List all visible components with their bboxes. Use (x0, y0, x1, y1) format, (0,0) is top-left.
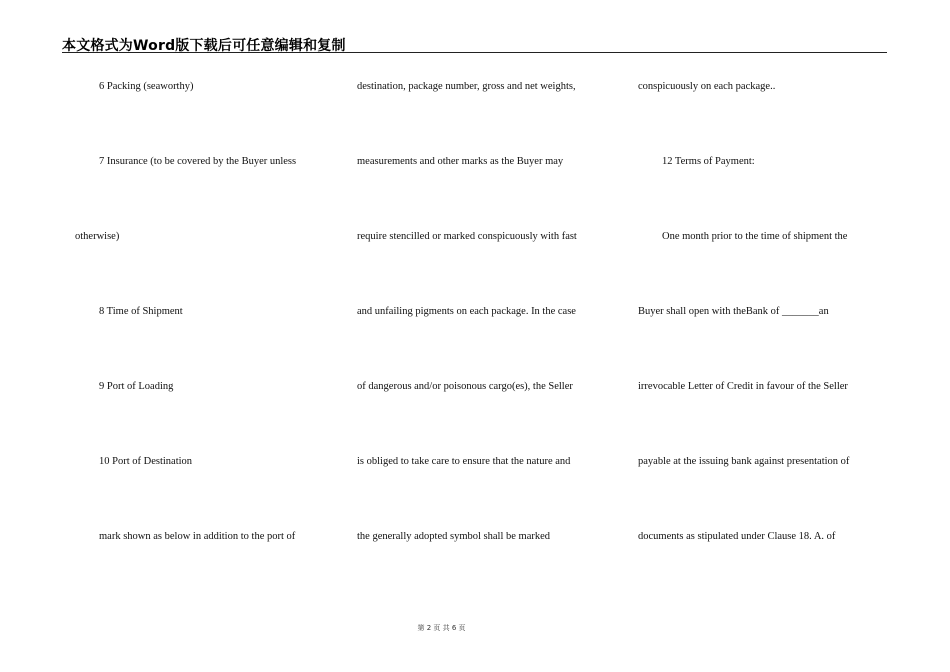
text-line: conspicuously on each package.. (638, 81, 776, 92)
text-line: payable at the issuing bank against presentation of (638, 456, 850, 467)
text-line: irrevocable Letter of Credit in favour of the Seller (638, 381, 848, 392)
document-header-title: 本文格式为Word版下载后可任意编辑和复制 (62, 38, 346, 54)
text-line: mark shown as below in addition to the port of (99, 531, 296, 542)
text-line: 7 Insurance (to be covered by the Buyer unless (99, 156, 297, 167)
text-line: of dangerous and/or poisonous cargo(es), the Seller (357, 381, 573, 392)
text-line: require stencilled or marked conspicuously with fast (357, 231, 577, 242)
text-line: and unfailing pigments on each package. In the case (357, 306, 576, 317)
text-line: One month prior to the time of shipment the (662, 231, 848, 242)
text-line: 10 Port of Destination (99, 456, 193, 467)
text-line: 9 Port of Loading (99, 381, 174, 392)
text-line: 8 Time of Shipment (99, 306, 183, 317)
text-line: documents as stipulated under Clause 18. A. of (638, 531, 836, 542)
text-line: Buyer shall open with theBank of _______an (638, 306, 829, 317)
page-number: 第 2 页 共 6 页 (417, 624, 466, 632)
header-divider (62, 52, 887, 53)
text-line: measurements and other marks as the Buyer may (357, 156, 564, 167)
text-line: is obliged to take care to ensure that the nature and (357, 456, 571, 467)
text-line: destination, package number, gross and net weights, (357, 81, 576, 92)
text-line: the generally adopted symbol shall be marked (357, 531, 551, 542)
text-line: otherwise) (75, 231, 120, 242)
text-line: 12 Terms of Payment: (662, 156, 755, 167)
text-line: 6 Packing (seaworthy) (99, 81, 194, 92)
